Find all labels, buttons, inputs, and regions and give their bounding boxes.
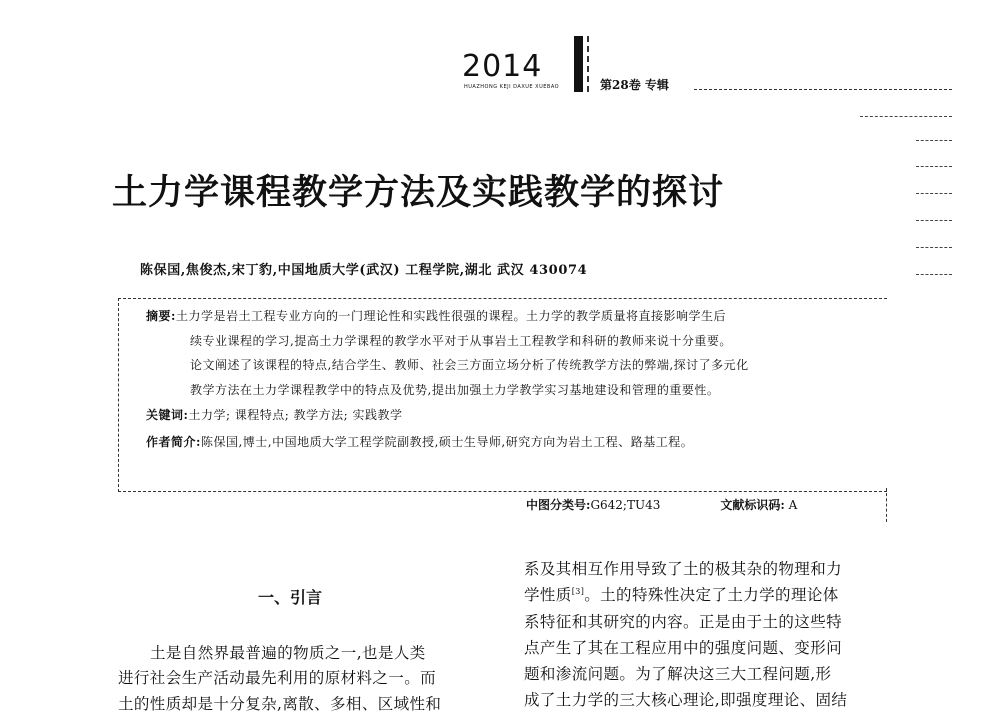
header-bar: [574, 36, 583, 92]
margin-rule: [860, 116, 952, 117]
section-heading: 一、引言: [258, 588, 323, 607]
abstract-line: 续专业课程的学习,提高土力学课程的教学水平对于从事岩土工程教学和科研的教师来说十分重要。: [190, 334, 732, 348]
body-line: 土是自然界最普遍的物质之一,也是人类: [150, 644, 426, 662]
bio-label: 作者简介:: [146, 435, 201, 449]
journal-name-latin: HUAZHONG KEJI DAXUE XUEBAO: [464, 84, 560, 90]
body-line: 题和渗流问题。为了解决这三大工程问题,形: [524, 665, 832, 683]
margin-rule: [916, 140, 952, 141]
body-line: 土的性质却是十分复杂,离散、多相、区域性和: [118, 695, 442, 713]
author-affiliation: 陈保国,焦俊杰,宋丁豹,中国地质大学(武汉) 工程学院,湖北 武汉 430074: [140, 263, 588, 278]
abstract-line: 摘要:土力学是岩土工程专业方向的一门理论性和实践性很强的课程。土力学的教学质量将直接影响学生后: [146, 309, 726, 323]
doc-code: A: [788, 498, 798, 512]
journal-year: 2014: [462, 49, 543, 84]
article-title: 土力学课程教学方法及实践教学的探讨: [112, 172, 725, 213]
clc-code: G642;TU43: [590, 498, 661, 512]
abstract-line: 论文阐述了该课程的特点,结合学生、教师、社会三方面立场分析了传统教学方法的弊端,探讨了多元化: [190, 358, 749, 372]
clc-label: 中图分类号:: [526, 498, 591, 512]
body-line: 学性质[3]。土的特殊性决定了土力学的理论体: [524, 586, 839, 604]
header-rule: [694, 89, 952, 90]
keywords-label: 关键词:: [146, 408, 189, 422]
body-line: 成了土力学的三大核心理论,即强度理论、固结: [524, 691, 848, 709]
margin-rule: [916, 247, 952, 248]
abstract-label: 摘要:: [146, 309, 176, 323]
author-bio: 作者简介:陈保国,博士,中国地质大学工程学院副教授,硕士生导师,研究方向为岩土工程、路基工程。: [146, 435, 694, 449]
issue-label: 第28卷 专辑: [600, 78, 669, 92]
header-dashed-bar: [587, 36, 589, 92]
margin-rule: [916, 274, 952, 275]
keywords: 关键词:土力学; 课程特点; 教学方法; 实践教学: [146, 408, 403, 422]
classification-line: [526, 497, 797, 513]
margin-rule: [916, 166, 952, 167]
doc-code-label: 文献标识码:: [720, 498, 785, 512]
body-line: 点产生了其在工程应用中的强度问题、变形问: [524, 639, 843, 657]
citation: [3]: [571, 586, 585, 596]
margin-rule: [916, 220, 952, 221]
abstract-line: 教学方法在土力学课程教学中的特点及优势,提出加强土力学教学实习基地建设和管理的重要性。: [190, 383, 720, 397]
body-line: 系及其相互作用导致了土的极其杂的物理和力: [524, 560, 843, 578]
body-line: 系特征和其研究的内容。正是由于土的这些特: [524, 613, 843, 631]
classification-rule: [886, 488, 887, 522]
margin-rule: [916, 193, 952, 194]
body-line: 进行社会生产活动最先利用的原材料之一。而: [118, 669, 437, 687]
